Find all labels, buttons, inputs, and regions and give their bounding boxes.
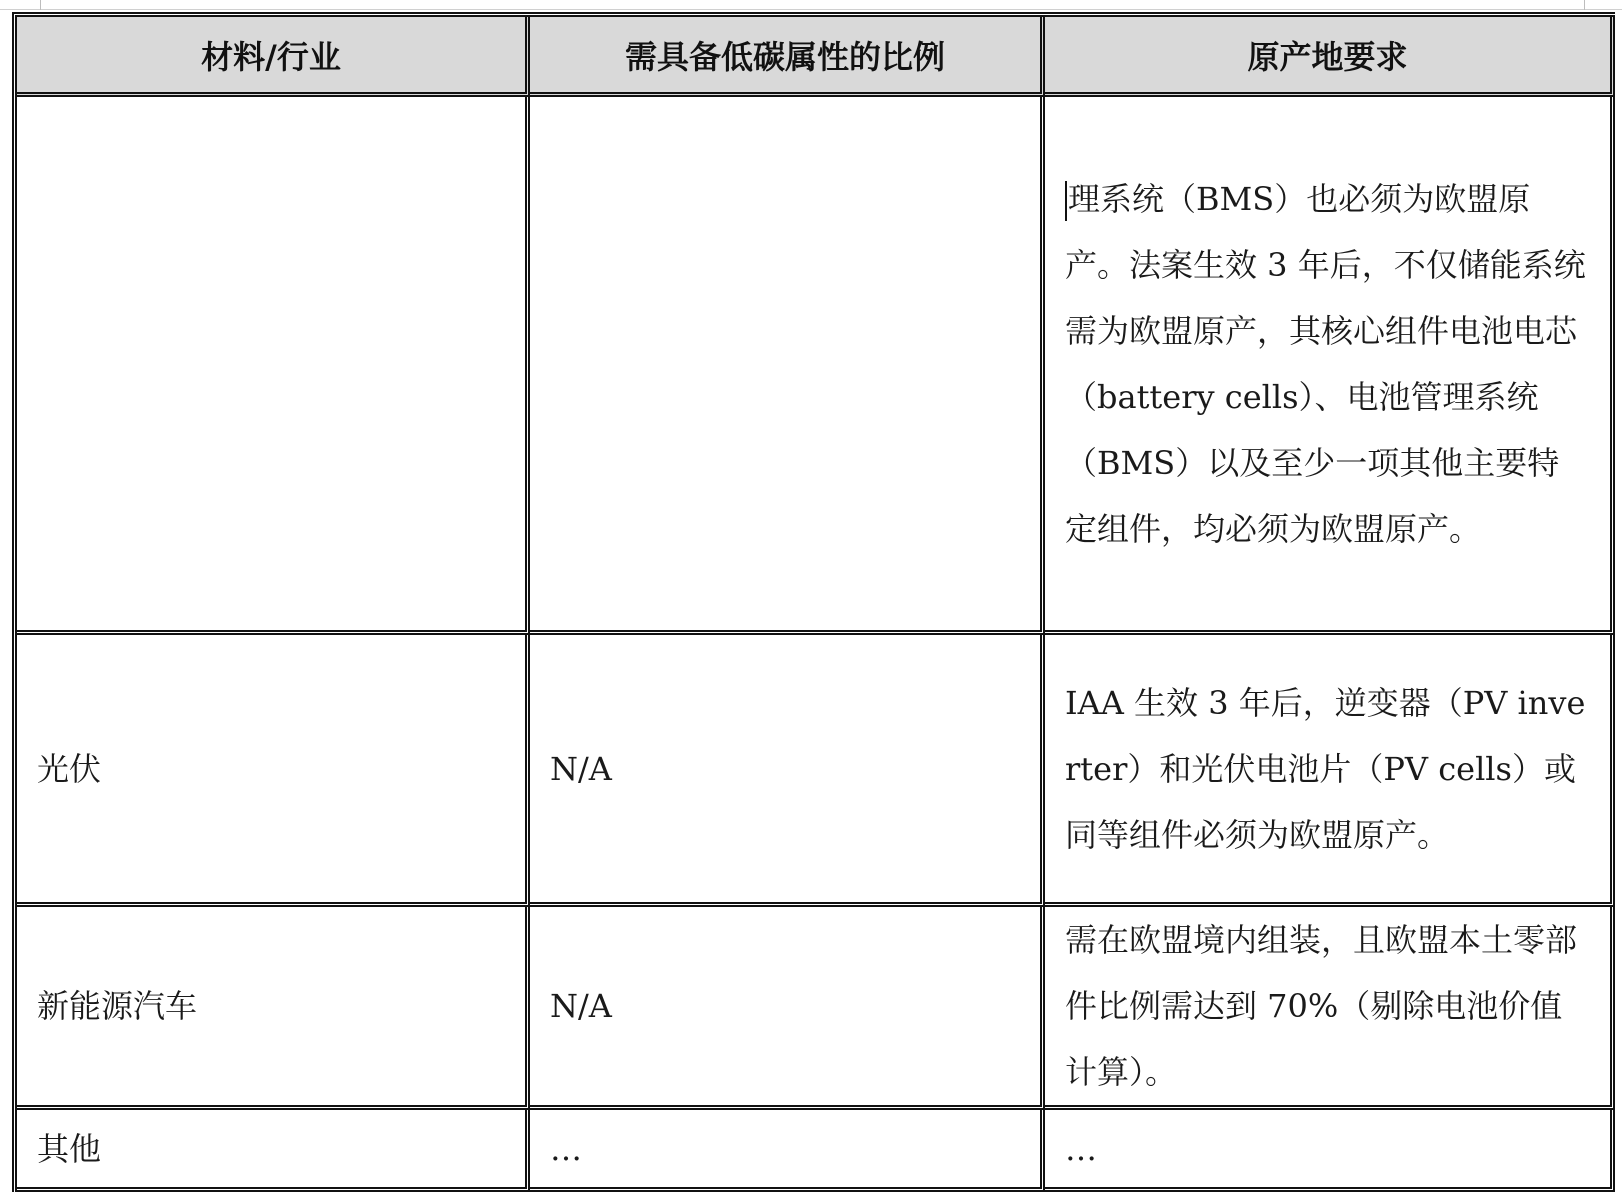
cell-low-carbon-ratio [530,97,1045,635]
origin-requirement-text: 理系统（BMS）也必须为欧盟原产。法案生效 3 年后，不仅储能系统需为欧盟原产，其核心组件电池电芯（battery cells）、电池管理系统（BMS）以及至少一项其他主要特定组件，均必须为欧盟原产。 [1065,179,1586,548]
header-origin-requirement: 原产地要求 [1045,17,1615,97]
table-row-pv [17,635,1615,907]
table-row-battery-continued [17,97,1615,635]
cell-origin-requirement: … [1045,1110,1615,1192]
header-low-carbon-ratio: 需具备低碳属性的比例 [530,17,1045,97]
header-industry: 材料/行业 [17,17,530,97]
table-row-other [17,1110,1615,1192]
top-edge-strip [0,0,1622,10]
cell-low-carbon-ratio: N/A [530,907,1045,1110]
policy-table [12,12,1615,1192]
text-cursor [1065,181,1067,221]
table-row-nev [17,907,1615,1110]
cell-origin-requirement[interactable] [1045,97,1615,635]
cell-origin-requirement: 需在欧盟境内组装，且欧盟本土零部件比例需达到 70%（剔除电池价值计算）。 [1045,907,1615,1110]
left-margin-tick [40,0,41,10]
cell-low-carbon-ratio: N/A [530,635,1045,907]
cell-low-carbon-ratio: … [530,1110,1045,1192]
cell-industry: 光伏 [17,635,530,907]
cell-industry: 新能源汽车 [17,907,530,1110]
cell-industry [17,97,530,635]
cell-origin-requirement: IAA 生效 3 年后，逆变器（PV inverter）和光伏电池片（PV cells）或同等组件必须为欧盟原产。 [1045,635,1615,907]
table-header-row [17,17,1615,97]
cell-industry: 其他 [17,1110,530,1192]
right-margin-tick [1584,0,1585,10]
